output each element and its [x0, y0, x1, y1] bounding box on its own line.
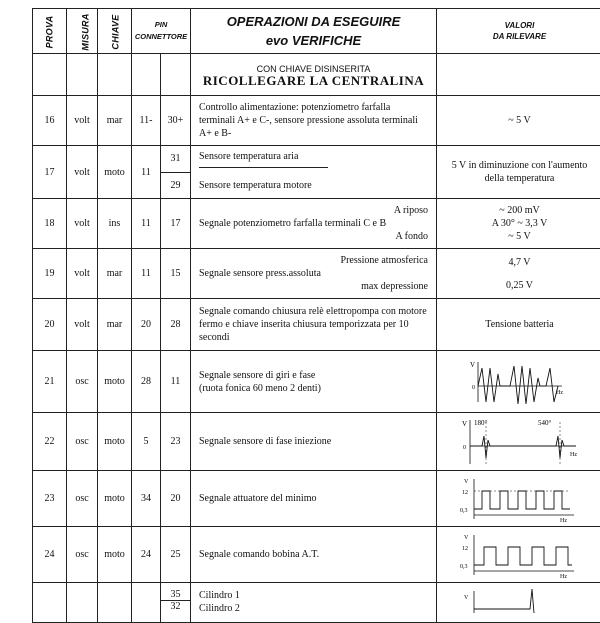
header-pin-connettore: PIN CONNETTORE — [132, 9, 191, 54]
pin1-cell: 11 — [132, 199, 161, 249]
svg-text:0,3: 0,3 — [460, 508, 468, 514]
svg-text:Hz: Hz — [560, 574, 567, 579]
prova-cell: 21 — [33, 351, 67, 413]
table-row — [33, 146, 600, 199]
header-valori: VALORI DA RILEVARE — [437, 9, 600, 54]
svg-text:Hz: Hz — [560, 518, 567, 523]
table-row — [33, 96, 600, 146]
pin2-cell: 35 32 — [161, 583, 191, 623]
pin2-cell: 31 29 — [161, 146, 191, 199]
misura-cell: volt — [67, 299, 98, 351]
chiave-cell: mar — [98, 249, 132, 299]
value-cell — [437, 527, 600, 583]
svg-text:0: 0 — [472, 385, 475, 391]
pin2-cell: 17 — [161, 199, 191, 249]
pin1-cell: 20 — [132, 299, 161, 351]
header-misura: MISURA — [67, 9, 98, 54]
pin2-cell: 11 — [161, 351, 191, 413]
svg-text:180°: 180° — [474, 419, 488, 427]
value-cell: ~ 5 V — [437, 96, 600, 146]
value-cell: Tensione batteria — [437, 299, 600, 351]
pin2-cell: 23 — [161, 413, 191, 471]
operation-cell: Segnale comando chiusura relè elettropompa con motore fermo e chiave inserita chiusura temporizzata per 10 secondi — [191, 299, 437, 351]
svg-text:Hz: Hz — [556, 390, 563, 396]
svg-text:V: V — [464, 595, 469, 601]
value-cell: 5 V in diminuzione con l'aumento della temperatura — [437, 146, 600, 199]
operation-cell: Segnale sensore di giri e fase (ruota fonica 60 meno 2 denti) — [191, 351, 437, 413]
value-cell — [437, 583, 600, 623]
table-row — [33, 471, 600, 527]
idle-actuator-waveform — [460, 475, 580, 523]
preamble-row — [33, 54, 600, 96]
chiave-cell: moto — [98, 351, 132, 413]
svg-text:V: V — [464, 535, 469, 541]
pin1-cell: 11 — [132, 146, 161, 199]
phase-signal-waveform — [460, 416, 580, 468]
pin1-cell: 5 — [132, 413, 161, 471]
operation-cell: Cilindro 1 Cilindro 2 — [191, 583, 437, 623]
table-row — [33, 199, 600, 249]
header-chiave: CHIAVE — [98, 9, 132, 54]
value-cell: 4,7 V 0,25 V — [437, 249, 600, 299]
pin2-cell: 15 — [161, 249, 191, 299]
svg-text:12: 12 — [462, 546, 468, 552]
svg-text:12: 12 — [462, 490, 468, 496]
preamble-instruction: CON CHIAVE DISINSERITA RICOLLEGARE LA CENTRALINA — [191, 54, 437, 96]
svg-text:540°: 540° — [538, 419, 552, 427]
misura-cell: volt — [67, 199, 98, 249]
pin2-cell: 30+ — [161, 96, 191, 146]
misura-cell: volt — [67, 146, 98, 199]
pin2-cell: 25 — [161, 527, 191, 583]
chiave-cell: ins — [98, 199, 132, 249]
misura-cell: osc — [67, 413, 98, 471]
misura-cell: volt — [67, 96, 98, 146]
pin1-cell: 11 — [132, 249, 161, 299]
table-row — [33, 299, 600, 351]
operation-cell: Segnale sensore di fase iniezione — [191, 413, 437, 471]
cylinder-waveform — [460, 583, 580, 613]
prova-cell: 18 — [33, 199, 67, 249]
svg-text:V: V — [462, 420, 467, 428]
misura-cell: volt — [67, 249, 98, 299]
test-table — [32, 8, 600, 623]
pin2-cell: 20 — [161, 471, 191, 527]
crank-signal-waveform — [470, 358, 570, 406]
chiave-cell: moto — [98, 413, 132, 471]
pin1-cell: 28 — [132, 351, 161, 413]
value-cell — [437, 413, 600, 471]
pin1-cell: 34 — [132, 471, 161, 527]
chiave-cell: moto — [98, 527, 132, 583]
misura-cell: osc — [67, 471, 98, 527]
prova-cell: 24 — [33, 527, 67, 583]
operation-cell: A riposo Segnale potenziometro farfalla terminali C e B A fondo — [191, 199, 437, 249]
value-cell — [437, 471, 600, 527]
prova-cell: 19 — [33, 249, 67, 299]
svg-text:V: V — [464, 479, 469, 485]
svg-text:Hz: Hz — [570, 452, 577, 458]
operation-cell: Pressione atmosferica Segnale sensore press.assoluta max depressione — [191, 249, 437, 299]
operation-cell: Segnale comando bobina A.T. — [191, 527, 437, 583]
operation-cell: Sensore temperatura aria Sensore temperatura motore — [191, 146, 437, 199]
coil-command-waveform — [460, 531, 580, 579]
prova-cell: 23 — [33, 471, 67, 527]
table-row — [33, 351, 600, 413]
operation-cell: Segnale attuatore del minimo — [191, 471, 437, 527]
table-row — [33, 583, 600, 623]
operation-cell: Controllo alimentazione: potenziometro farfalla terminali A+ e C-, sensore pressione assoluta terminali A+ e B- — [191, 96, 437, 146]
pin1-cell: 24 — [132, 527, 161, 583]
pin2-cell: 28 — [161, 299, 191, 351]
chiave-cell: mar — [98, 299, 132, 351]
svg-text:V: V — [470, 361, 475, 369]
chiave-cell: mar — [98, 96, 132, 146]
table-row — [33, 527, 600, 583]
prova-cell: 22 — [33, 413, 67, 471]
test-table-sheet — [32, 8, 600, 608]
value-cell — [437, 351, 600, 413]
header-row — [33, 9, 600, 54]
svg-text:0: 0 — [463, 445, 466, 451]
pin1-cell: 11- — [132, 96, 161, 146]
misura-cell: osc — [67, 527, 98, 583]
prova-cell: 20 — [33, 299, 67, 351]
misura-cell: osc — [67, 351, 98, 413]
prova-cell: 16 — [33, 96, 67, 146]
chiave-cell: moto — [98, 146, 132, 199]
table-row — [33, 413, 600, 471]
header-operazioni: OPERAZIONI DA ESEGUIRE evo VERIFICHE — [191, 9, 437, 54]
prova-cell: 17 — [33, 146, 67, 199]
svg-text:0,3: 0,3 — [460, 564, 468, 570]
chiave-cell: moto — [98, 471, 132, 527]
header-prova: PROVA — [33, 9, 67, 54]
value-cell: ~ 200 mV A 30° ~ 3,3 V ~ 5 V — [437, 199, 600, 249]
table-row — [33, 249, 600, 299]
